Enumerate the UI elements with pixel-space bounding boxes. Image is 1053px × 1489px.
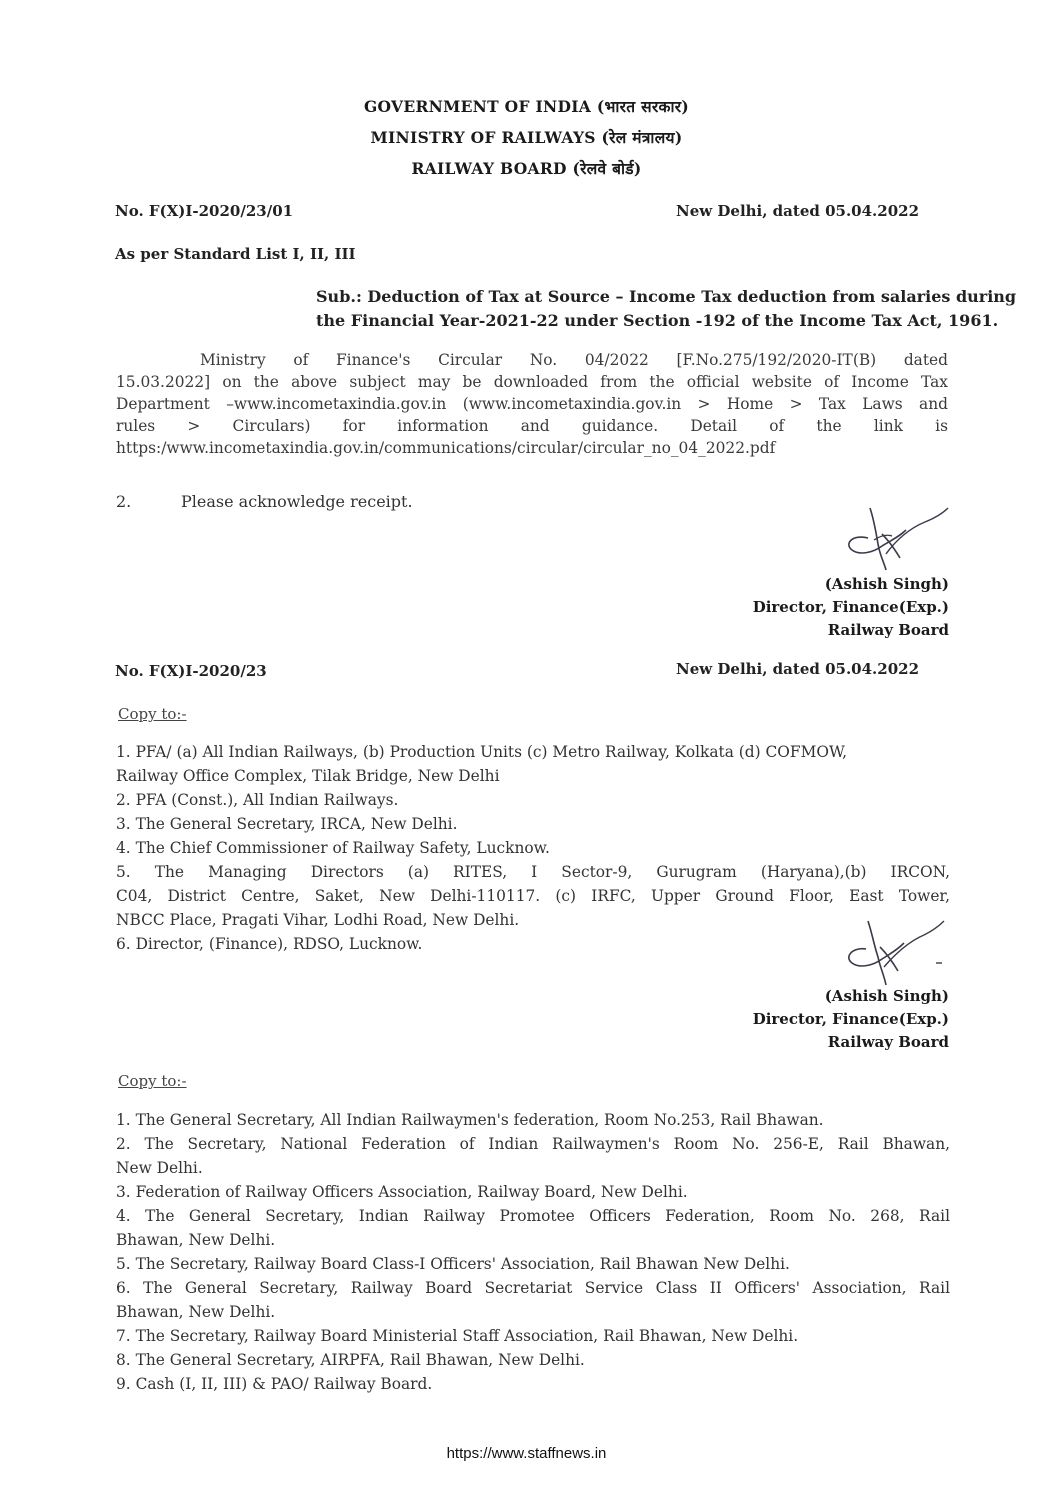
list-item: 3. Federation of Railway Officers Association, Railway Board, New Delhi. xyxy=(116,1183,688,1201)
paragraph-1 xyxy=(116,349,948,459)
signatory-1-name: (Ashish Singh) xyxy=(824,575,949,593)
para1-line: 15.03.2022] on the above subject may be downloaded from the official website of Income Tax xyxy=(116,373,948,391)
list-item: 6. The General Secretary, Railway Board Secretariat Service Class II Officers' Association, Rail xyxy=(116,1279,950,1297)
letter2-date: New Delhi, dated 05.04.2022 xyxy=(676,660,920,678)
list-item: 2. PFA (Const.), All Indian Railways. xyxy=(116,791,399,809)
signature-1-image xyxy=(830,500,955,580)
para2-number: 2. xyxy=(116,492,132,511)
list-item: C04, District Centre, Saket, New Delhi-110117. (c) IRFC, Upper Ground Floor, East Tower, xyxy=(116,887,950,905)
subject-line-1: Sub.: Deduction of Tax at Source – Income Tax deduction from salaries during xyxy=(316,287,1017,306)
list-item: 9. Cash (I, II, III) & PAO/ Railway Board. xyxy=(116,1375,433,1393)
signatory-1-title: Director, Finance(Exp.) xyxy=(752,598,949,616)
copy-list-2 xyxy=(116,1108,956,1396)
para2-text: Please acknowledge receipt. xyxy=(181,492,413,511)
signatory-1-org: Railway Board xyxy=(827,621,949,639)
signature-2-block xyxy=(753,985,949,1054)
letter1-ref-no: No. F(X)I-2020/23/01 xyxy=(115,202,294,220)
list-item: 3. The General Secretary, IRCA, New Delhi. xyxy=(116,815,458,833)
signatory-2-title: Director, Finance(Exp.) xyxy=(752,1010,949,1028)
copy-list-1 xyxy=(116,740,956,956)
letter2-ref-no: No. F(X)I-2020/23 xyxy=(115,662,267,680)
para1-line: Ministry of Finance's Circular No. 04/2022 [F.No.275/192/2020-IT(B) dated xyxy=(200,351,948,369)
list-item: 7. The Secretary, Railway Board Ministerial Staff Association, Rail Bhawan, New Delhi. xyxy=(116,1327,799,1345)
para1-line: Department –www.incometaxindia.gov.in (www.incometaxindia.gov.in > Home > Tax Laws and xyxy=(116,395,948,413)
para1-line: rules > Circulars) for information and guidance. Detail of the link is xyxy=(116,417,948,435)
list-item: Bhawan, New Delhi. xyxy=(116,1303,276,1321)
list-item: NBCC Place, Pragati Vihar, Lodhi Road, New Delhi. xyxy=(116,911,520,929)
signature-1-block xyxy=(753,573,949,642)
footer-url[interactable]: https://www.staffnews.in xyxy=(446,1445,607,1462)
list-item: 2. The Secretary, National Federation of Indian Railwaymen's Room No. 256-E, Rail Bhawan, xyxy=(116,1135,950,1153)
list-item: 4. The Chief Commissioner of Railway Safety, Lucknow. xyxy=(116,839,550,857)
letter1-date: New Delhi, dated 05.04.2022 xyxy=(676,202,920,220)
list-item: 5. The Managing Directors (a) RITES, I Sector-9, Gurugram (Haryana),(b) IRCON, xyxy=(116,863,950,881)
header-government: GOVERNMENT OF INDIA (भारत सरकार) xyxy=(363,97,690,116)
list-item: 6. Director, (Finance), RDSO, Lucknow. xyxy=(116,935,423,953)
list-item: New Delhi. xyxy=(116,1159,203,1177)
copy-to-label-1: Copy to:- xyxy=(118,705,187,723)
header-ministry: MINISTRY OF RAILWAYS (रेल मंत्रालय) xyxy=(370,128,683,147)
list-item: Railway Office Complex, Tilak Bridge, New Delhi xyxy=(116,767,500,785)
standard-list: As per Standard List I, II, III xyxy=(115,245,356,263)
signatory-2-org: Railway Board xyxy=(827,1033,949,1051)
list-item: 4. The General Secretary, Indian Railway Promotee Officers Federation, Room No. 268, Rail xyxy=(116,1207,950,1225)
list-item: Bhawan, New Delhi. xyxy=(116,1231,276,1249)
subject xyxy=(316,285,1017,333)
list-item: 1. The General Secretary, All Indian Railwaymen's federation, Room No.253, Rail Bhawan. xyxy=(116,1111,824,1129)
signature-2-image xyxy=(832,915,952,990)
header-board: RAILWAY BOARD (रेलवे बोर्ड) xyxy=(411,159,642,178)
list-item: 5. The Secretary, Railway Board Class-I Officers' Association, Rail Bhawan New Delhi. xyxy=(116,1255,790,1273)
para1-line-link: https:/www.incometaxindia.gov.in/communications/circular/circular_no_04_2022.pdf xyxy=(116,439,776,457)
list-item: 1. PFA/ (a) All Indian Railways, (b) Production Units (c) Metro Railway, Kolkata (d) COFMOW, xyxy=(116,743,847,761)
signatory-2-name: (Ashish Singh) xyxy=(824,987,949,1005)
copy-to-label-2: Copy to:- xyxy=(118,1072,187,1090)
list-item: 8. The General Secretary, AIRPFA, Rail Bhawan, New Delhi. xyxy=(116,1351,585,1369)
subject-line-2: the Financial Year-2021-22 under Section -192 of the Income Tax Act, 1961. xyxy=(316,311,999,330)
